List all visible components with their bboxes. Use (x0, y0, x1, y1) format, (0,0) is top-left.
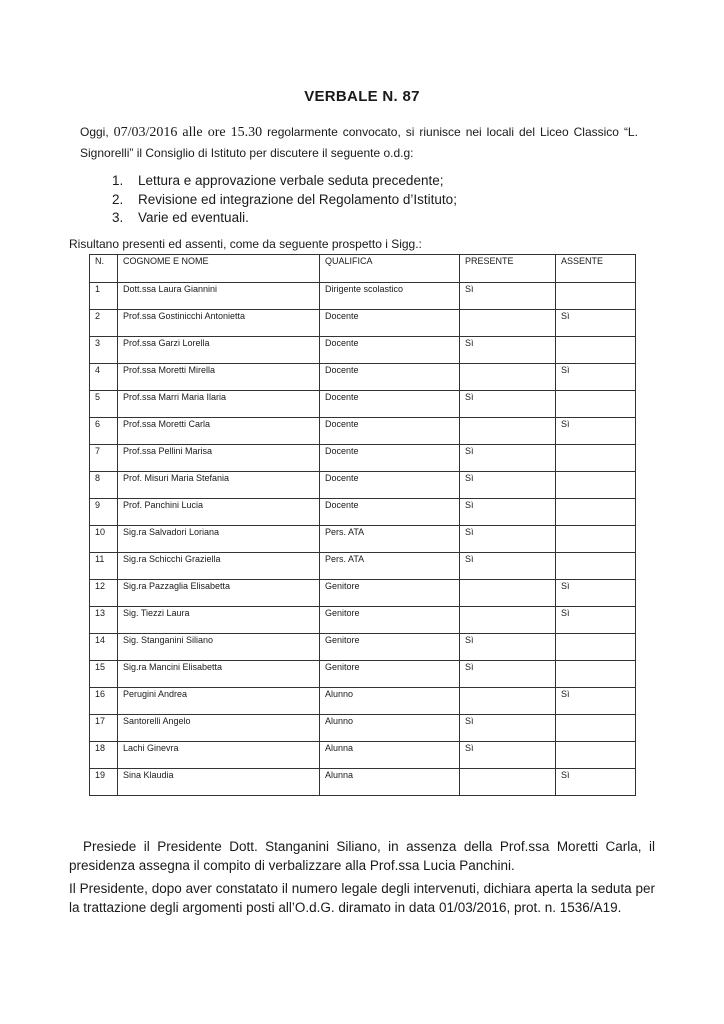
presente-cell: Sì (460, 391, 556, 418)
member-name: Prof.ssa Pellini Marisa (118, 445, 320, 472)
member-name: Sig. Stanganini Siliano (118, 634, 320, 661)
table-row (90, 634, 636, 661)
member-role: Docente (320, 472, 460, 499)
member-role: Alunna (320, 769, 460, 796)
table-row (90, 391, 636, 418)
table-row (90, 742, 636, 769)
presente-cell (460, 769, 556, 796)
presente-cell: Sì (460, 337, 556, 364)
assente-cell (556, 472, 636, 499)
presente-cell: Sì (460, 715, 556, 742)
presente-cell: Sì (460, 445, 556, 472)
member-role: Docente (320, 310, 460, 337)
table-row (90, 607, 636, 634)
row-number: 8 (90, 472, 118, 499)
member-name: Prof.ssa Moretti Carla (118, 418, 320, 445)
presente-cell: Sì (460, 661, 556, 688)
presidente-paragraph: Il Presidente, dopo aver constatato il numero legale degli intervenuti, dichiara aperta la seduta per la trattazione degli argomenti posti all’O.d.G. diramato in data 01/03/2016, prot. n. 1536/A19. (69, 881, 655, 915)
row-number: 17 (90, 715, 118, 742)
table-header-row (90, 255, 636, 283)
assente-cell: Sì (556, 364, 636, 391)
table-row (90, 553, 636, 580)
member-role: Dirigente scolastico (320, 283, 460, 310)
presente-cell: Sì (460, 283, 556, 310)
row-number: 3 (90, 337, 118, 364)
assente-cell: Sì (556, 607, 636, 634)
member-name: Prof.ssa Garzi Lorella (118, 337, 320, 364)
presente-cell: Sì (460, 553, 556, 580)
assente-cell (556, 526, 636, 553)
assente-cell (556, 391, 636, 418)
table-row (90, 661, 636, 688)
row-number: 12 (90, 580, 118, 607)
table-row (90, 310, 636, 337)
agenda-item-text: Revisione ed integrazione del Regolamento d’Istituto; (138, 191, 457, 207)
table-row (90, 769, 636, 796)
header-n: N. (90, 255, 118, 283)
member-role: Docente (320, 337, 460, 364)
intro-alle-ore: alle ore (182, 125, 226, 140)
row-number: 16 (90, 688, 118, 715)
assente-cell (556, 337, 636, 364)
header-presente: PRESENTE (460, 255, 556, 283)
row-number: 10 (90, 526, 118, 553)
table-row (90, 283, 636, 310)
assente-cell (556, 715, 636, 742)
row-number: 7 (90, 445, 118, 472)
member-name: Perugini Andrea (118, 688, 320, 715)
row-number: 18 (90, 742, 118, 769)
member-role: Genitore (320, 580, 460, 607)
row-number: 6 (90, 418, 118, 445)
member-name: Dott.ssa Laura Giannini (118, 283, 320, 310)
attendance-intro: Risultano presenti ed assenti, come da seguente prospetto i Sigg.: (69, 237, 422, 251)
table-row (90, 472, 636, 499)
presente-cell: Sì (460, 742, 556, 769)
row-number: 19 (90, 769, 118, 796)
assente-cell (556, 499, 636, 526)
member-name: Prof. Misuri Maria Stefania (118, 472, 320, 499)
member-role: Pers. ATA (320, 526, 460, 553)
row-number: 1 (90, 283, 118, 310)
presiede-paragraph: Presiede il Presidente Dott. Stanganini Siliano, in assenza della Prof.ssa Moretti Carla, il presidenza assegna il compito di verbalizzare alla Prof.ssa Lucia Panchini. (69, 839, 655, 873)
member-name: Sig. Tiezzi Laura (118, 607, 320, 634)
member-role: Docente (320, 418, 460, 445)
intro-text: regolarmente convocato, si riunisce nei locali del Liceo Classico “L. Signorelli” il Consiglio di Istituto per discutere il seguente o.d.g: (80, 125, 638, 160)
row-number: 5 (90, 391, 118, 418)
presente-cell: Sì (460, 634, 556, 661)
member-name: Sig.ra Mancini Elisabetta (118, 661, 320, 688)
assente-cell: Sì (556, 769, 636, 796)
assente-cell: Sì (556, 688, 636, 715)
member-name: Santorelli Angelo (118, 715, 320, 742)
assente-cell (556, 553, 636, 580)
table-row (90, 418, 636, 445)
member-role: Docente (320, 391, 460, 418)
member-name: Lachi Ginevra (118, 742, 320, 769)
presente-cell (460, 418, 556, 445)
table-row (90, 337, 636, 364)
member-name: Sig.ra Pazzaglia Elisabetta (118, 580, 320, 607)
member-role: Alunna (320, 742, 460, 769)
member-name: Prof.ssa Moretti Mirella (118, 364, 320, 391)
table-row (90, 445, 636, 472)
table-row (90, 364, 636, 391)
member-role: Alunno (320, 688, 460, 715)
member-role: Pers. ATA (320, 553, 460, 580)
table-row (90, 715, 636, 742)
assente-cell: Sì (556, 310, 636, 337)
header-name: COGNOME E NOME (118, 255, 320, 283)
agenda-item (112, 209, 457, 228)
assente-cell (556, 742, 636, 769)
row-number: 2 (90, 310, 118, 337)
row-number: 9 (90, 499, 118, 526)
member-role: Docente (320, 364, 460, 391)
agenda-item-number: 3. (112, 210, 124, 225)
assente-cell: Sì (556, 580, 636, 607)
row-number: 4 (90, 364, 118, 391)
agenda-item (112, 172, 457, 191)
member-name: Sina Klaudia (118, 769, 320, 796)
intro-oggi: Oggi, (80, 125, 109, 139)
presente-cell (460, 688, 556, 715)
table-row (90, 526, 636, 553)
member-role: Genitore (320, 634, 460, 661)
meeting-date: 07/03/2016 (113, 125, 178, 140)
header-assente: ASSENTE (556, 255, 636, 283)
assente-cell: Sì (556, 418, 636, 445)
agenda-item-number: 1. (112, 173, 124, 188)
table-row (90, 499, 636, 526)
table-row (90, 688, 636, 715)
row-number: 11 (90, 553, 118, 580)
member-role: Docente (320, 445, 460, 472)
member-name: Sig.ra Schicchi Graziella (118, 553, 320, 580)
member-role: Genitore (320, 607, 460, 634)
presente-cell (460, 607, 556, 634)
presente-cell (460, 310, 556, 337)
member-role: Alunno (320, 715, 460, 742)
presente-cell: Sì (460, 526, 556, 553)
presente-cell: Sì (460, 499, 556, 526)
presente-cell (460, 364, 556, 391)
assente-cell (556, 634, 636, 661)
assente-cell (556, 283, 636, 310)
agenda-list (112, 172, 457, 228)
meeting-time: 15.30 (230, 125, 263, 140)
assente-cell (556, 445, 636, 472)
member-role: Docente (320, 499, 460, 526)
page-title: VERBALE N. 87 (304, 88, 420, 105)
assente-cell (556, 661, 636, 688)
intro-paragraph (80, 122, 638, 163)
presente-cell: Sì (460, 472, 556, 499)
member-name: Prof.ssa Marri Maria Ilaria (118, 391, 320, 418)
row-number: 13 (90, 607, 118, 634)
header-qualifica: QUALIFICA (320, 255, 460, 283)
agenda-item-text: Lettura e approvazione verbale seduta precedente; (138, 173, 444, 188)
agenda-item-text: Varie ed eventuali. (138, 210, 249, 225)
member-role: Genitore (320, 661, 460, 688)
attendance-table (89, 254, 636, 796)
member-name: Prof.ssa Gostinicchi Antonietta (118, 310, 320, 337)
agenda-item (112, 191, 457, 210)
table-row (90, 580, 636, 607)
row-number: 14 (90, 634, 118, 661)
member-name: Sig.ra Salvadori Loriana (118, 526, 320, 553)
row-number: 15 (90, 661, 118, 688)
member-name: Prof. Panchini Lucia (118, 499, 320, 526)
agenda-item-number: 2. (112, 191, 124, 207)
presente-cell (460, 580, 556, 607)
